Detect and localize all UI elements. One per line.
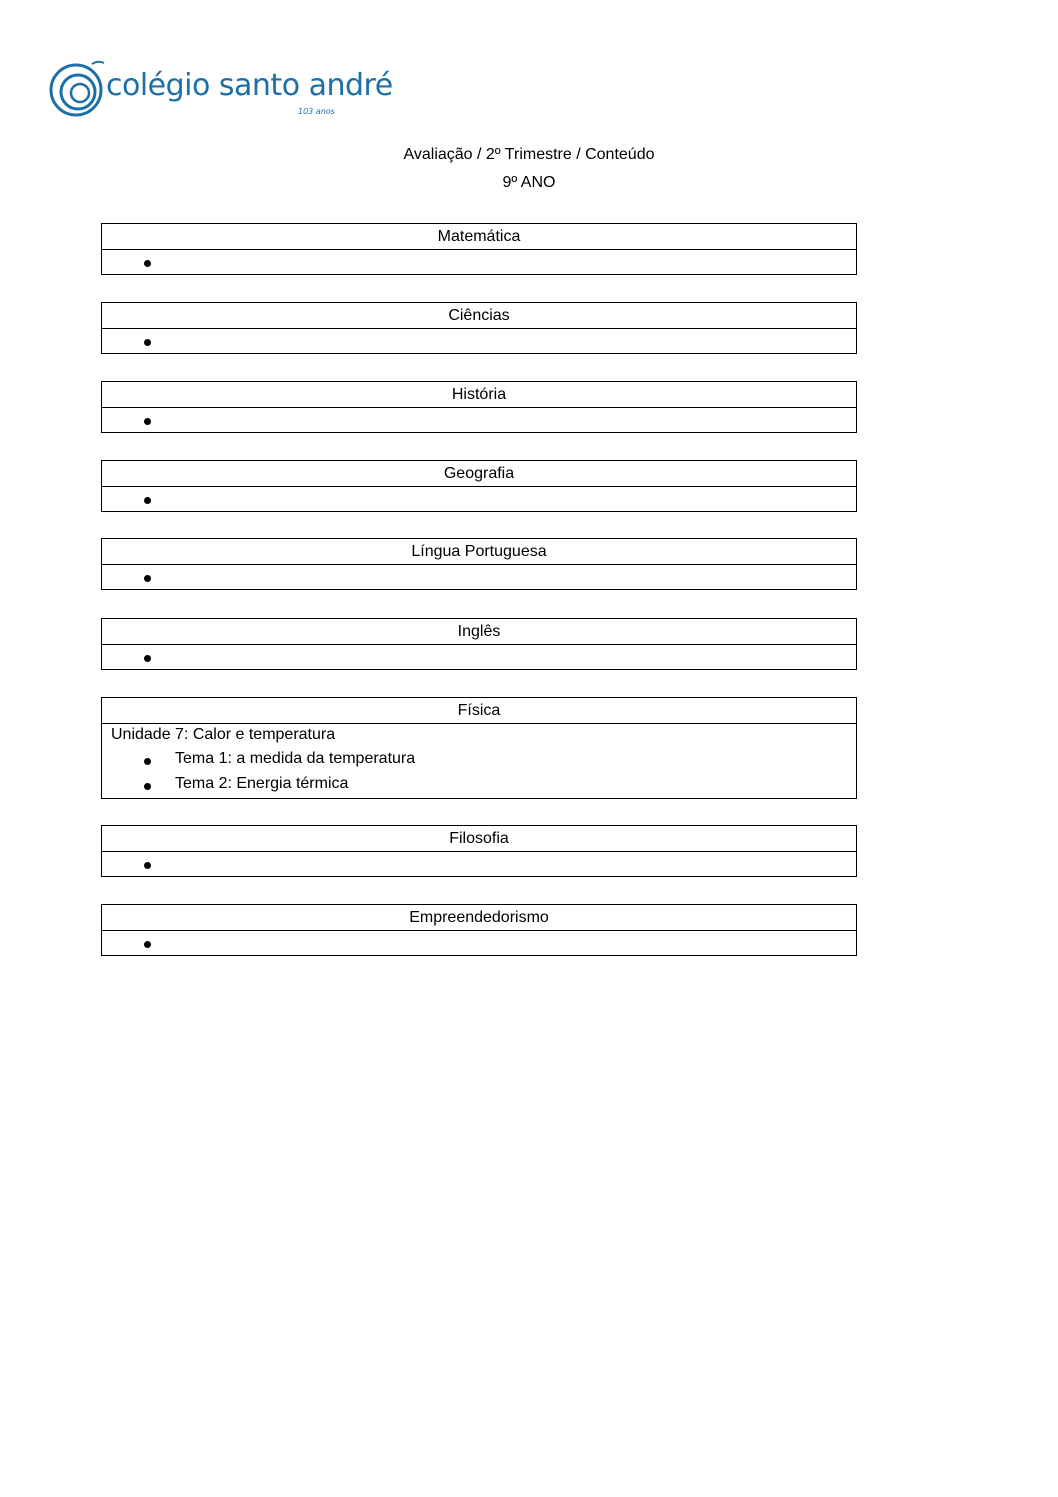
subject-title: Matemática xyxy=(102,224,856,250)
subject-box-geografia xyxy=(101,460,857,512)
unit-heading: Unidade 7: Calor e temperatura xyxy=(111,726,336,743)
list-item xyxy=(102,750,802,772)
bullet-icon xyxy=(144,862,151,869)
topic-label: Tema 1: a medida da temperatura xyxy=(175,750,416,767)
bullet-icon xyxy=(144,758,151,765)
subject-box-lingua-portuguesa xyxy=(101,538,857,590)
logo-wordmark: colégio santo andré xyxy=(106,68,393,103)
bullet-icon xyxy=(144,418,151,425)
subject-title: História xyxy=(102,382,856,408)
spiral-logo-icon xyxy=(48,58,108,120)
subject-title: Ciências xyxy=(102,303,856,329)
subject-box-filosofia xyxy=(101,825,857,877)
subject-title: Empreendedorismo xyxy=(102,905,856,931)
bullet-icon xyxy=(144,339,151,346)
subject-content xyxy=(102,852,856,876)
subject-content xyxy=(102,645,856,669)
bullet-icon xyxy=(144,260,151,267)
subject-content xyxy=(102,931,856,955)
subject-box-empreendedorismo xyxy=(101,904,857,956)
list-item xyxy=(102,775,802,797)
subject-content xyxy=(102,724,856,798)
subject-content xyxy=(102,250,856,274)
subject-box-ciencias xyxy=(101,302,857,354)
subject-title: Geografia xyxy=(102,461,856,487)
subject-content xyxy=(102,565,856,589)
school-logo xyxy=(48,58,393,124)
subject-box-ingles xyxy=(101,618,857,670)
subject-title: Inglês xyxy=(102,619,856,645)
bullet-icon xyxy=(144,655,151,662)
bullet-icon xyxy=(144,575,151,582)
subject-content xyxy=(102,487,856,511)
grade-label: 9º ANO xyxy=(502,174,556,191)
subject-title: Física xyxy=(102,698,856,724)
bullet-icon xyxy=(144,941,151,948)
logo-anniversary: 103 anos xyxy=(298,107,335,116)
subject-box-fisica xyxy=(101,697,857,799)
subject-box-matematica xyxy=(101,223,857,275)
bullet-icon xyxy=(144,497,151,504)
subject-title: Língua Portuguesa xyxy=(102,539,856,565)
topic-label: Tema 2: Energia térmica xyxy=(175,775,349,792)
subject-content xyxy=(102,408,856,432)
subject-content xyxy=(102,329,856,353)
page-title: Avaliação / 2º Trimestre / Conteúdo xyxy=(403,146,655,163)
subject-box-historia xyxy=(101,381,857,433)
bullet-icon xyxy=(144,783,151,790)
subject-title: Filosofia xyxy=(102,826,856,852)
